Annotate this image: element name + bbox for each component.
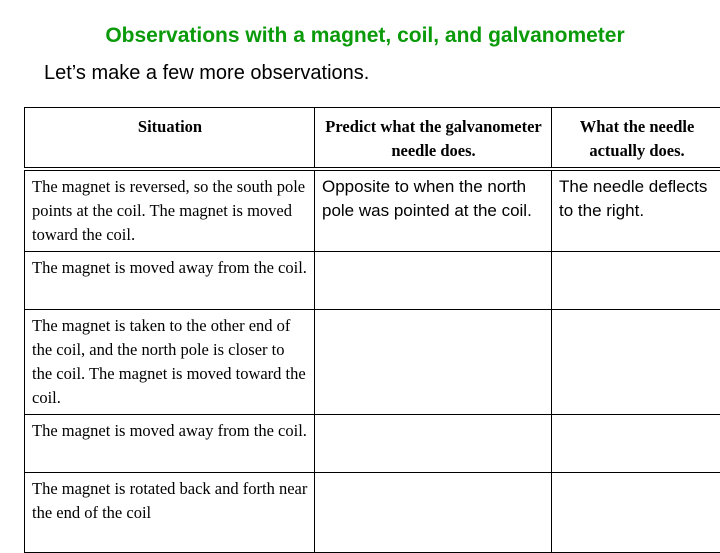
actual-cell[interactable] <box>552 310 720 415</box>
actual-cell[interactable] <box>552 473 720 553</box>
prediction-cell[interactable] <box>315 415 552 473</box>
page-title: Observations with a magnet, coil, and galvanometer <box>0 24 720 48</box>
situation-cell: The magnet is moved away from the coil. <box>25 252 315 310</box>
header-situation: Situation <box>25 108 315 170</box>
prediction-cell[interactable] <box>315 473 552 553</box>
prediction-cell[interactable] <box>315 252 552 310</box>
situation-cell: The magnet is moved away from the coil. <box>25 415 315 473</box>
prediction-cell[interactable]: Opposite to when the north pole was pointed at the coil. <box>315 169 552 252</box>
table-row <box>25 473 720 553</box>
situation-cell: The magnet is taken to the other end of the coil, and the north pole is closer to the coil. The magnet is moved toward the coil. <box>25 310 315 415</box>
header-prediction: Predict what the galvanometer needle does. <box>315 108 552 170</box>
prediction-cell[interactable] <box>315 310 552 415</box>
situation-cell: The magnet is rotated back and forth near the end of the coil <box>25 473 315 553</box>
table-header-row <box>25 108 720 170</box>
actual-cell[interactable]: The needle deflects to the right. <box>552 169 720 252</box>
table-row <box>25 169 720 252</box>
observations-table <box>24 107 720 553</box>
situation-cell: The magnet is reversed, so the south pole points at the coil. The magnet is moved toward the coil. <box>25 169 315 252</box>
table-row <box>25 415 720 473</box>
table-row <box>25 310 720 415</box>
table-row <box>25 252 720 310</box>
header-actual: What the needle actually does. <box>552 108 720 170</box>
actual-cell[interactable] <box>552 252 720 310</box>
page-subtitle: Let’s make a few more observations. <box>44 62 369 85</box>
actual-cell[interactable] <box>552 415 720 473</box>
